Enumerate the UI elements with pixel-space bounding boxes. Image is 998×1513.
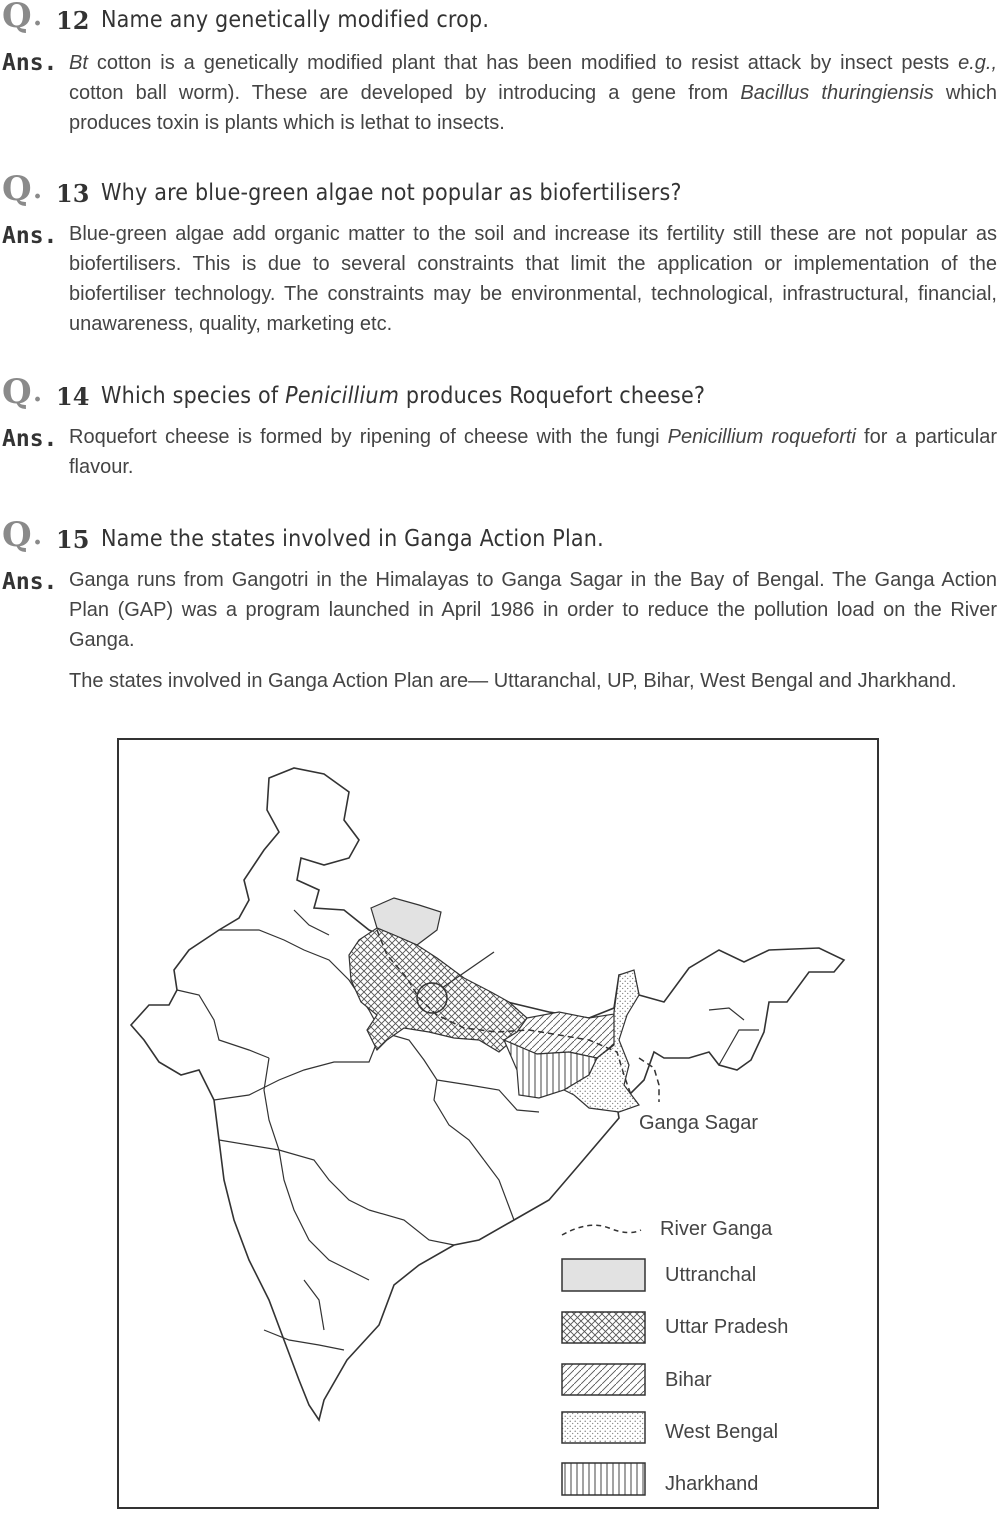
question-number: 13 — [56, 179, 90, 208]
map-legend — [562, 1218, 788, 1495]
answer-text — [69, 565, 997, 696]
question-text: Name the states involved in Ganga Action Plan. — [101, 526, 604, 552]
india-map — [119, 740, 877, 1507]
answer-text: Roquefort cheese is formed by ripening of cheese with the fungi Penicillium roqueforti for a particular flavour. — [69, 426, 998, 478]
legend-river-ganga-label: River Ganga — [660, 1218, 773, 1240]
legend-jharkhand-label: Jharkhand — [665, 1473, 759, 1495]
q-dot: . — [33, 175, 43, 205]
question-14-header — [0, 372, 998, 418]
question-text: Why are blue-green algae not popular as biofertilisers? — [101, 180, 682, 206]
legend-bihar-swatch — [562, 1364, 645, 1395]
region-uttar-pradesh — [349, 928, 527, 1052]
q-dot: . — [33, 378, 43, 408]
ganga-sagar-label: Ganga Sagar — [639, 1112, 758, 1134]
india-map-figure — [117, 738, 879, 1509]
legend-bihar-label: Bihar — [665, 1369, 712, 1391]
legend-west-bengal-label: West Bengal — [665, 1421, 779, 1443]
question-14 — [0, 372, 998, 478]
legend-jharkhand-swatch — [562, 1463, 645, 1495]
answer-label: Ans. — [2, 426, 58, 452]
legend-west-bengal-swatch — [562, 1412, 645, 1443]
q-mark: Q — [2, 372, 32, 412]
legend-uttranchal-label: Uttranchal — [665, 1264, 757, 1286]
question-12-header — [0, 2, 998, 42]
answer-text: Blue-green algae add organic matter to the soil and increase its fertility still these are not popular as biofertilisers. This is due to several constraints that limit the application or implementation of the biofertiliser technology. The constraints may be environmental, technological, infrastructural, financial, unawareness, quality, marketing etc. — [69, 223, 997, 335]
question-text: Which species of Penicillium produces Roquefort cheese? — [101, 383, 706, 409]
q-dot: . — [33, 2, 43, 32]
legend-uttar-pradesh-label: Uttar Pradesh — [665, 1316, 789, 1338]
answer-text: Bt cotton is a genetically modified plant that has been modified to resist attack by insect pests e.g., cotton ball worm). These are developed by introducing a gene from Bacillus thuringiensis which produces toxin is plants which is lethat to insects. — [69, 52, 997, 134]
question-text: Name any genetically modified crop. — [101, 7, 490, 33]
q-mark: Q — [2, 169, 32, 209]
legend-uttar-pradesh-swatch — [562, 1312, 645, 1343]
question-13-header — [0, 169, 998, 215]
question-15 — [0, 515, 998, 692]
answer-paragraph-2: The states involved in Ganga Action Plan are— Uttaranchal, UP, Bihar, West Bengal and Jharkhand. — [69, 670, 957, 692]
answer-label: Ans. — [2, 569, 58, 595]
question-number: 12 — [56, 6, 90, 35]
legend-river-ganga-swatch — [562, 1225, 641, 1235]
q-mark: Q — [2, 515, 32, 555]
legend-uttranchal-swatch — [562, 1259, 645, 1291]
answer-label: Ans. — [2, 50, 58, 76]
question-13 — [0, 169, 998, 335]
question-15-header — [0, 515, 998, 561]
question-number: 15 — [56, 525, 90, 554]
question-12 — [0, 0, 998, 134]
answer-label: Ans. — [2, 223, 58, 249]
question-number: 14 — [56, 382, 90, 411]
q-mark: Q — [2, 0, 32, 36]
q-dot: . — [33, 521, 43, 551]
answer-paragraph-1: Ganga runs from Gangotri in the Himalayas to Ganga Sagar in the Bay of Bengal. The Ganga Action Plan (GAP) was a program launched in April 1986 in order to reduce the pollution load on the River Ganga. — [69, 569, 997, 651]
